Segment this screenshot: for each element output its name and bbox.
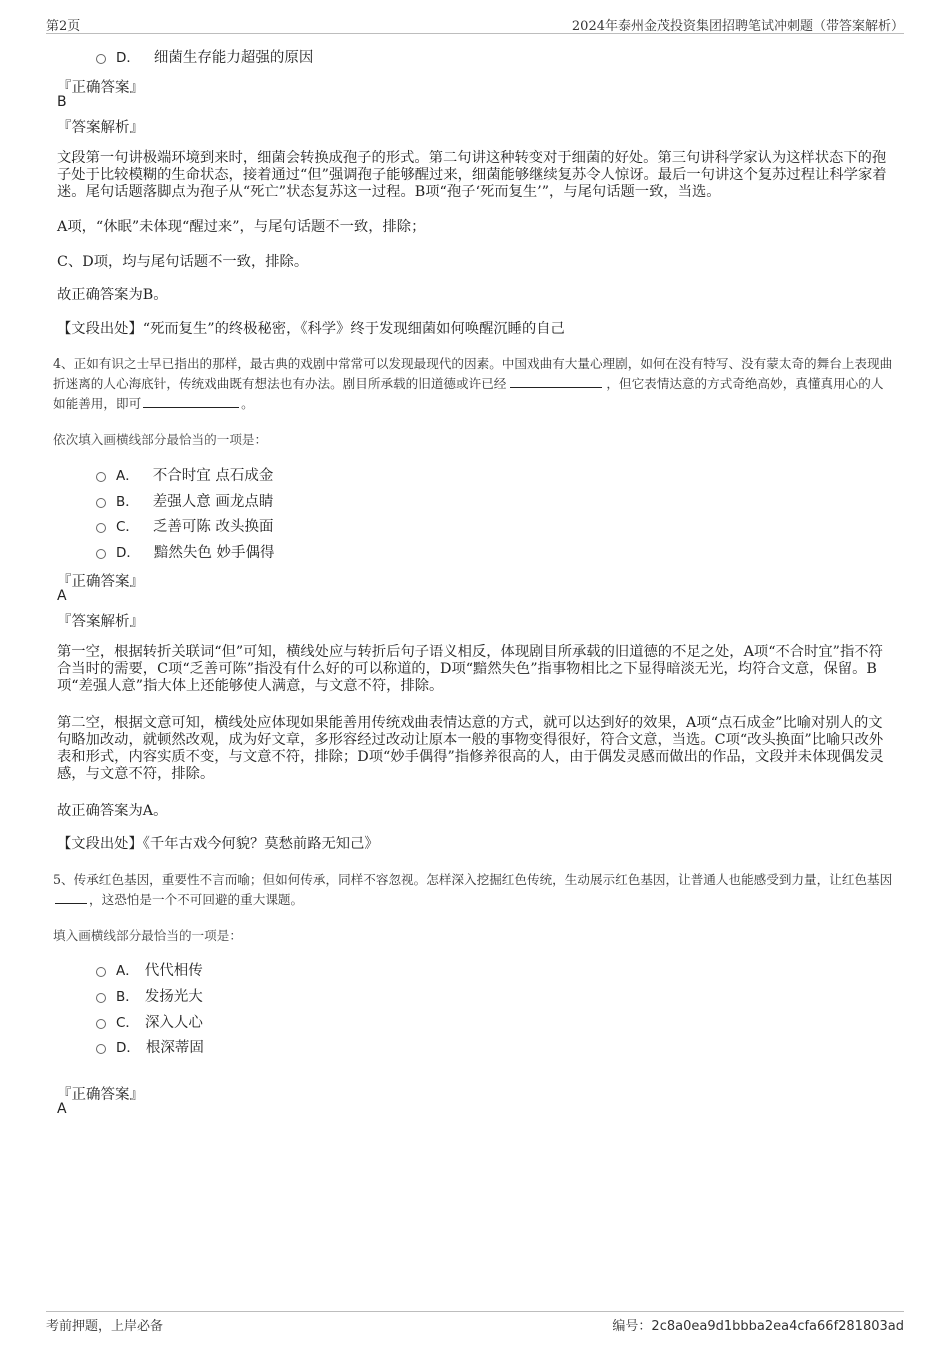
fill-blank xyxy=(143,395,239,408)
q4-option-a[interactable]: A． 不合时宜 点石成金 xyxy=(96,463,273,485)
radio-icon[interactable] xyxy=(96,523,106,533)
q4-analysis-conclusion: 故正确答案为A。 xyxy=(57,803,168,819)
page-number: 第2页 xyxy=(46,19,81,34)
document-title: 2024年泰州金茂投资集团招聘笔试冲刺题（带答案解析） xyxy=(571,19,904,34)
q3-analysis-paragraph: C、D项，均与尾句话题不一致，排除。 xyxy=(57,254,309,270)
radio-icon[interactable] xyxy=(96,993,106,1003)
radio-icon[interactable] xyxy=(96,1044,106,1054)
document-code: 编号：2c8a0ea9d1bbba2ea4cfa66f281803ad xyxy=(612,1319,904,1334)
q5-stem: 5、传承红色基因，重要性不言而喻；但如何传承，同样不容忽视。怎样深入挖掘红色传统，生动展示红色基因，让普通人也能感受到力量，让红色基因，这恐怕是一个不可回避的重大课题。 xyxy=(53,872,893,907)
q3-answer: B xyxy=(57,94,67,110)
q4-option-b[interactable]: B． 差强人意 画龙点睛 xyxy=(96,489,273,511)
q5-answer: A xyxy=(57,1101,67,1117)
q4-stem: 4、正如有识之士早已指出的那样，最古典的戏剧中常常可以发现最现代的因素。中国戏曲有大量心理剧，如何在没有特写、没有蒙太奇的舞台上表现曲折迷离的人心海底针，传统戏曲既有想法也有办法。剧目所承载的旧道德或许已经 ，但它表情达意的方式奇绝高妙，真懂真用心的人如能善用，即可 。 xyxy=(53,356,893,411)
q4-option-d[interactable]: D． 黯然失色 妙手偶得 xyxy=(96,540,275,562)
q5-option-a[interactable]: A． 代代相传 xyxy=(96,958,203,980)
q4-instruction: 依次填入画横线部分最恰当的一项是： xyxy=(53,432,268,447)
fill-blank xyxy=(510,375,602,388)
page-header xyxy=(46,13,904,34)
q4-analysis-label: 『答案解析』 xyxy=(57,614,144,630)
q4-answer-label: 『正确答案』 xyxy=(57,574,144,590)
q4-option-c[interactable]: C． 乏善可陈 改头换面 xyxy=(96,514,274,536)
radio-icon[interactable] xyxy=(96,1019,106,1029)
q4-answer: A xyxy=(57,588,67,604)
page-footer xyxy=(46,1311,904,1334)
q4-source: 【文段出处】《千年古戏今何貌？莫愁前路无知己》 xyxy=(57,836,379,852)
radio-icon[interactable] xyxy=(96,472,106,482)
q3-analysis-paragraph: A项，“休眠”未体现“醒过来”，与尾句话题不一致，排除； xyxy=(57,219,426,235)
q5-instruction: 填入画横线部分最恰当的一项是： xyxy=(53,928,242,943)
q4-analysis-paragraph: 第一空，根据转折关联词“但”可知，横线处应与转折后句子语义相反，体现剧目所承载的旧道德的不足之处，A项“不合时宜”指不符合当时的需要，C项“乏善可陈”指没有什么好的可以称道的，D项“黯然失色”指事物相比之下显得暗淡无光，均符合文意，保留。B项“差强人意”指大体上还能够使人满意，与文意不符，排除。 xyxy=(57,644,883,694)
q5-option-b[interactable]: B． 发扬光大 xyxy=(96,984,203,1006)
q3-answer-label: 『正确答案』 xyxy=(57,80,144,96)
radio-icon[interactable] xyxy=(96,54,106,64)
footer-slogan: 考前押题，上岸必备 xyxy=(46,1319,164,1334)
q5-option-d[interactable]: D． 根深蒂固 xyxy=(96,1035,204,1057)
q3-analysis-paragraph: 文段第一句讲极端环境到来时，细菌会转换成孢子的形式。第二句讲这种转变对于细菌的好处。第三句讲科学家认为这样状态下的孢子处于比较模糊的生命状态，接着通过“但”强调孢子能够醒过来，细菌能够继续复苏令人惊讶。最后一句讲这个复苏过程让科学家着迷。尾句话题落脚点为孢子从“死亡”状态复苏这一过程。B项“孢子‘死而复生’”，与尾句话题一致，当选。 xyxy=(57,150,887,200)
q3-analysis-label: 『答案解析』 xyxy=(57,120,144,136)
q5-answer-label: 『正确答案』 xyxy=(57,1087,144,1103)
q3-analysis-conclusion: 故正确答案为B。 xyxy=(57,287,168,303)
q3-source: 【文段出处】“死而复生”的终极秘密，《科学》终于发现细菌如何唤醒沉睡的自己 xyxy=(57,321,565,337)
radio-icon[interactable] xyxy=(96,498,106,508)
q5-option-c[interactable]: C． 深入人心 xyxy=(96,1010,203,1032)
radio-icon[interactable] xyxy=(96,967,106,977)
radio-icon[interactable] xyxy=(96,549,106,559)
q3-option-d[interactable]: D． 细菌生存能力超强的原因 xyxy=(96,45,313,67)
fill-blank xyxy=(55,891,87,904)
q4-analysis-paragraph: 第二空，根据文意可知，横线处应体现如果能善用传统戏曲表情达意的方式，就可以达到好的效果，A项“点石成金”比喻对别人的文句略加改动，就顿然改观，成为好文章，多形容经过改动让原本一般的事物变得很好，符合文意，当选。C项“改头换面”比喻只改外表和形式，内容实质不变，与文意不符，排除；D项“妙手偶得”指修养很高的人，由于偶发灵感而做出的作品，文段并未体现偶发灵感，与文意不符，排除。 xyxy=(57,715,884,782)
